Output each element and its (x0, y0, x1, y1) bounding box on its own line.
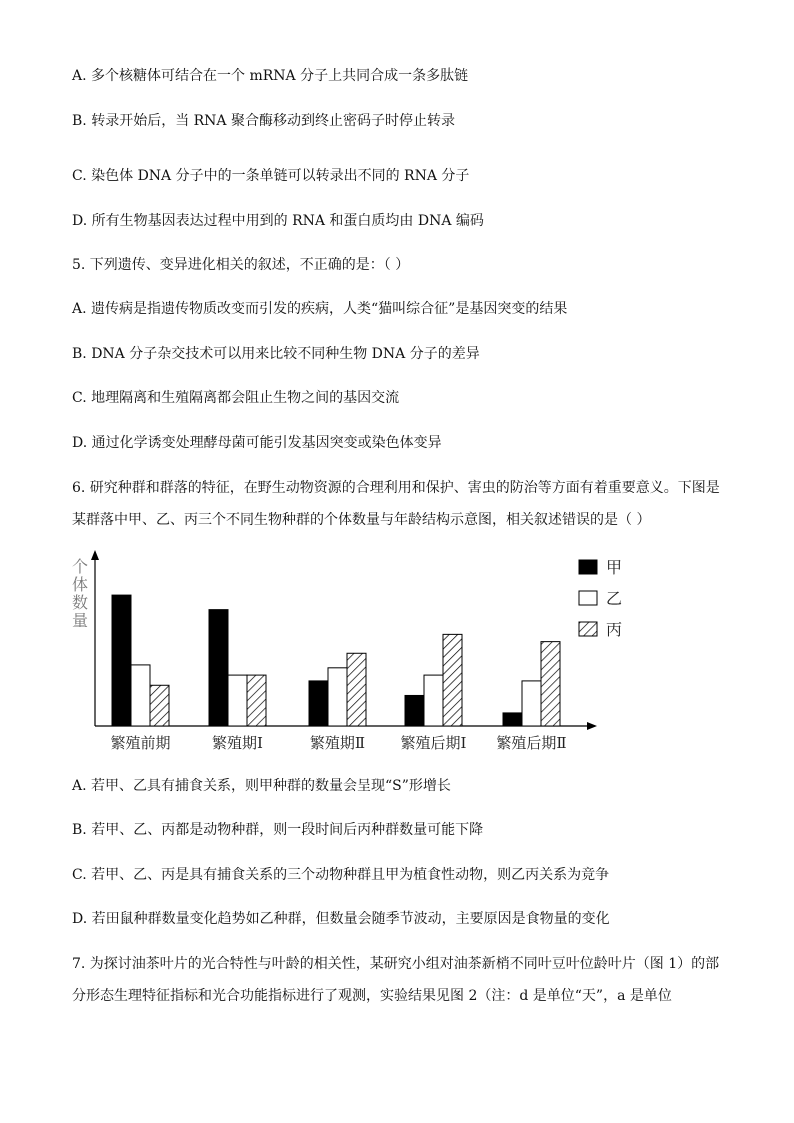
y-axis-label-char: 体 (71, 575, 89, 594)
q5-option-b: B. DNA 分子杂交技术可以用来比较不同种生物 DNA 分子的差异 (72, 346, 480, 362)
bar-甲-1 (209, 610, 228, 726)
q6-option-c: C. 若甲、乙、丙是具有捕食关系的三个动物种群且甲为植食性动物，则乙丙关系为竞争 (72, 867, 610, 883)
bar-丙-2 (347, 653, 366, 726)
q6-option-a: A. 若甲、乙具有捕食关系，则甲种群的数量会呈现“S”形增长 (72, 778, 451, 794)
bar-丙-0 (150, 685, 169, 726)
x-tick-label: 繁殖后期Ⅱ (496, 734, 567, 752)
y-axis-arrow (91, 550, 99, 560)
q6-stem-line1: 6. 研究种群和群落的特征，在野生动物资源的合理利用和保护、害虫的防治等方面有着重要意义。下图是 (72, 480, 720, 496)
legend-label: 乙 (606, 589, 623, 608)
q5-option-d: D. 通过化学诱变处理酵母菌可能引发基因突变或染色体变异 (72, 435, 442, 451)
y-axis-label-char: 量 (71, 611, 89, 630)
bar-乙-2 (328, 668, 347, 726)
bar-丙-3 (443, 634, 462, 726)
legend-swatch-丙 (579, 622, 597, 636)
bar-乙-0 (131, 665, 150, 726)
bar-甲-0 (112, 595, 131, 726)
chart-svg (60, 548, 640, 758)
bar-乙-1 (228, 675, 247, 726)
q7-line2: 分形态生理特征指标和光合功能指标进行了观测，实验结果见图 2（注：d 是单位“天”，a 是单位 (72, 988, 672, 1004)
bar-乙-3 (424, 675, 443, 726)
legend-label: 甲 (606, 558, 623, 577)
x-tick-label: 繁殖前期 (110, 734, 171, 752)
bar-甲-4 (503, 713, 522, 726)
q5-option-c: C. 地理隔离和生殖隔离都会阻止生物之间的基因交流 (72, 390, 400, 406)
x-tick-label: 繁殖期Ⅰ (212, 734, 263, 752)
bar-丙-1 (247, 675, 266, 726)
age-structure-chart (60, 548, 640, 758)
q4-option-a: A. 多个核糖体可结合在一个 mRNA 分子上共同合成一条多肽链 (72, 68, 469, 84)
y-axis-label-char: 数 (71, 593, 89, 612)
q7-line1: 7. 为探讨油茶叶片的光合特性与叶龄的相关性，某研究小组对油茶新梢不同叶豆叶位龄叶片（图 1）的部 (72, 956, 720, 972)
x-tick-label: 繁殖期Ⅱ (309, 734, 366, 752)
q5-option-a: A. 遗传病是指遗传物质改变而引发的疾病，人类“猫叫综合征”是基因突变的结果 (72, 301, 568, 317)
bar-甲-3 (405, 695, 424, 726)
y-axis-label-char: 个 (71, 557, 89, 576)
bar-乙-4 (522, 681, 541, 726)
bar-甲-2 (309, 681, 328, 726)
q5-stem: 5. 下列遗传、变异进化相关的叙述，不正确的是：（ ） (72, 257, 410, 273)
q4-option-b: B. 转录开始后，当 RNA 聚合酶移动到终止密码子时停止转录 (72, 113, 455, 129)
q4-option-d: D. 所有生物基因表达过程中用到的 RNA 和蛋白质均由 DNA 编码 (72, 213, 484, 229)
q6-option-d: D. 若田鼠种群数量变化趋势如乙种群，但数量会随季节波动，主要原因是食物量的变化 (72, 911, 610, 927)
x-tick-label: 繁殖后期Ⅰ (400, 734, 467, 752)
q4-option-c: C. 染色体 DNA 分子中的一条单链可以转录出不同的 RNA 分子 (72, 168, 470, 184)
legend-swatch-甲 (579, 560, 597, 574)
q6-option-b: B. 若甲、乙、丙都是动物种群，则一段时间后丙种群数量可能下降 (72, 822, 484, 838)
q6-stem-line2: 某群落中甲、乙、丙三个不同生物种群的个体数量与年龄结构示意图，相关叙述错误的是（ ） (72, 512, 651, 528)
x-axis-arrow (587, 722, 597, 730)
legend-label: 丙 (606, 620, 623, 639)
bar-丙-4 (541, 642, 560, 726)
legend-swatch-乙 (579, 591, 597, 605)
